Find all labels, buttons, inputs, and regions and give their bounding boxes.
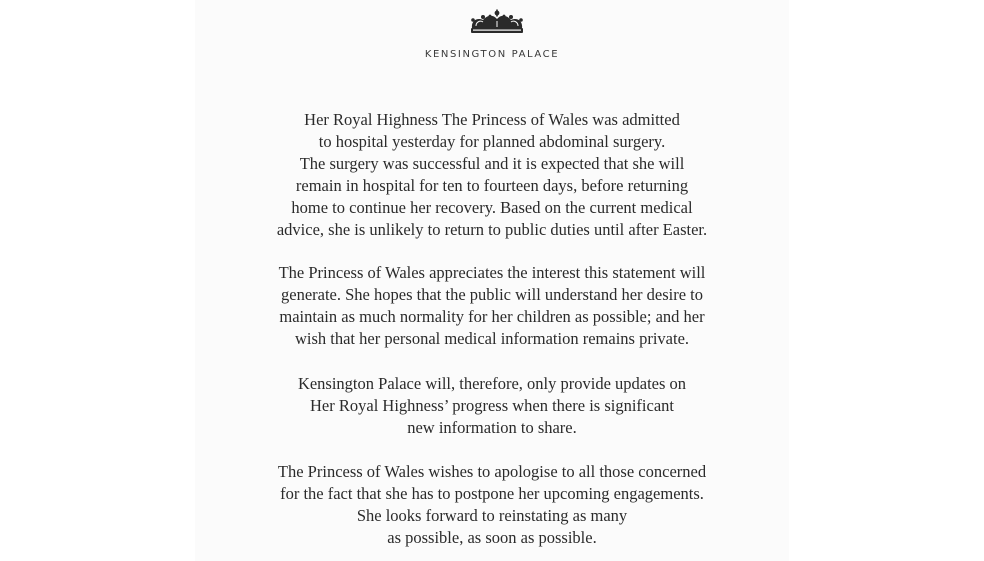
statement-line: Her Royal Highness’ progress when there is significant xyxy=(310,396,674,415)
crown-icon xyxy=(467,9,527,35)
organization-name: KENSINGTON PALACE xyxy=(424,49,560,60)
statement-paragraph-1 xyxy=(0,109,984,241)
statement-paragraph-4 xyxy=(0,461,984,549)
statement-line: to hospital yesterday for planned abdominal surgery. xyxy=(318,132,666,151)
statement-line: generate. She hopes that the public will understand her desire to xyxy=(281,285,703,304)
statement-paragraph-3 xyxy=(0,373,984,439)
statement-line: advice, she is unlikely to return to public duties until after Easter. xyxy=(276,220,708,239)
statement-line: The surgery was successful and it is expected that she will xyxy=(299,154,685,173)
statement-line: The Princess of Wales appreciates the interest this statement will xyxy=(278,263,706,282)
statement-line: home to continue her recovery. Based on the current medical xyxy=(291,198,693,217)
statement-line: Kensington Palace will, therefore, only provide updates on xyxy=(297,374,687,393)
statement-line: maintain as much normality for her children as possible; and her xyxy=(279,307,705,326)
statement-line: for the fact that she has to postpone her upcoming engagements. xyxy=(280,484,704,503)
statement-line: remain in hospital for ten to fourteen days, before returning xyxy=(295,176,689,195)
statement-paragraph-2 xyxy=(0,262,984,350)
statement-line: Her Royal Highness The Princess of Wales was admitted xyxy=(304,110,680,129)
statement-line: The Princess of Wales wishes to apologise to all those concerned xyxy=(277,462,707,481)
statement-line: as possible, as soon as possible. xyxy=(387,528,597,547)
statement-line: wish that her personal medical information remains private. xyxy=(294,329,690,348)
statement-line: new information to share. xyxy=(407,418,577,437)
statement-line: She looks forward to reinstating as many xyxy=(356,506,628,525)
